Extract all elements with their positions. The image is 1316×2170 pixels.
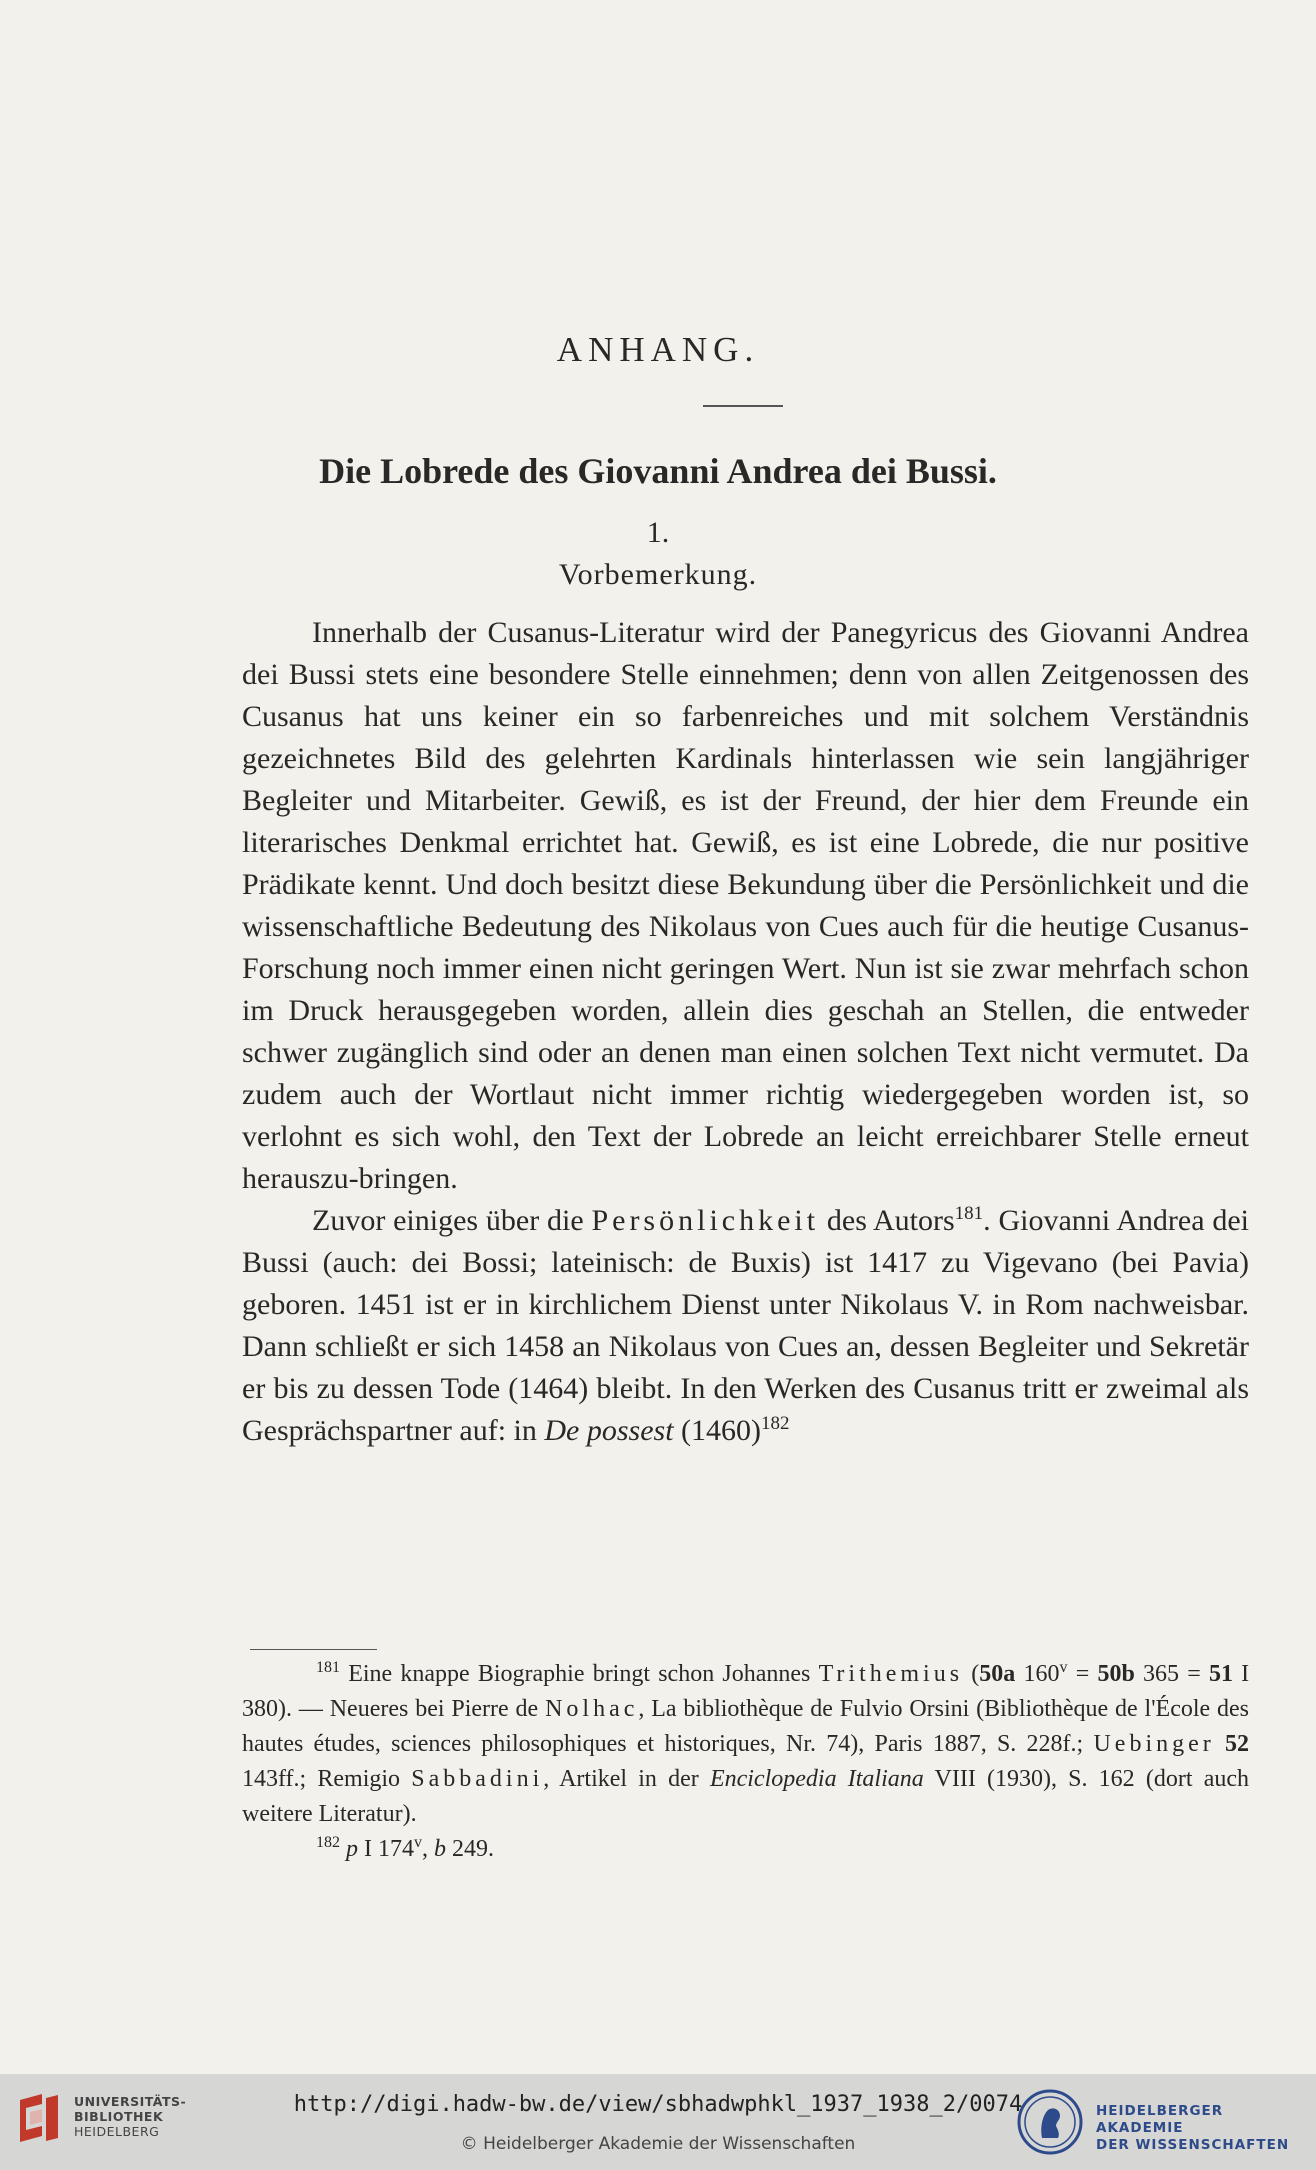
footnote-text: , — [422, 1836, 428, 1862]
footer-bar — [0, 2074, 1316, 2170]
footnote-ref-181[interactable]: 181 — [954, 1203, 984, 1224]
library-line-1: UNIVERSITÄTS- — [74, 2094, 187, 2109]
document-title: Die Lobrede des Giovanni Andrea dei Bussi. — [319, 451, 997, 491]
academy-line-2: DER WISSENSCHAFTEN — [1096, 2137, 1290, 2153]
footnote-ref-bold: 52 — [1225, 1731, 1250, 1757]
footnote-number: 182 — [316, 1834, 340, 1851]
footnote-author: Sabbadini — [411, 1766, 544, 1792]
footnote-author: Nolhac — [545, 1696, 639, 1722]
paragraph-2 — [242, 1200, 1249, 1452]
footnote-text: Eine knappe Biographie bringt schon Johannes — [348, 1661, 811, 1687]
heading-rule — [703, 405, 783, 407]
footnote-ref-182[interactable]: 182 — [761, 1413, 790, 1434]
para2-italic-title: De possest — [544, 1414, 674, 1447]
footnote-182 — [242, 1832, 1249, 1867]
footnote-text: I 174 — [364, 1836, 414, 1862]
footnotes — [242, 1657, 1249, 1867]
footnote-text: 160 — [1023, 1661, 1060, 1687]
footnote-text: I 380). — Neueres bei Pierre de — [242, 1661, 1250, 1722]
chapter-heading: ANHANG. — [556, 330, 760, 369]
footnote-sup: v — [1059, 1659, 1068, 1676]
footnote-ref-bold: 50b — [1097, 1661, 1135, 1687]
para2-mid: . Giovanni Andrea dei Bussi (auch: dei Bossi; lateinisch: de Buxis) ist 1417 zu Vigevano (bei Pavia) geboren. 1451 ist er in kirchlichem Dienst unter Nikolaus V. in Rom nachweisbar. Dann schließt er sich 1458 an Nikolaus von Cues an, dessen Begleiter und Sekretär er bis zu dessen Tode (1464) bleibt. In den Werken des Cusanus tritt er zweimal als Gesprächspartner auf: in — [242, 1204, 1249, 1447]
para2-start: Zuvor einiges über die — [312, 1204, 584, 1237]
academy-line-1: HEIDELBERGER AKADEMIE — [1096, 2103, 1224, 2136]
footnote-text: = — [1075, 1661, 1090, 1687]
footnote-siglum: p — [346, 1836, 358, 1862]
footnote-author: Uebinger — [1093, 1731, 1215, 1757]
academy-seal-icon — [1016, 2086, 1084, 2158]
academy-name — [1096, 2103, 1316, 2154]
footnote-text: ( — [971, 1661, 980, 1687]
footnote-italic-title: Enciclopedia Italiana — [709, 1766, 924, 1792]
permalink-url[interactable]: http://digi.hadw-bw.de/view/sbhadwphkl_1937_1938_2/0074 — [293, 2092, 1023, 2117]
footnote-rule — [250, 1649, 377, 1650]
footnote-author: Trithemius — [818, 1661, 964, 1687]
footnote-text: VIII (1930), S. 162 (dort auch weitere Literatur). — [242, 1766, 1249, 1827]
para2-after: des Autors — [826, 1204, 955, 1237]
footnote-ref-bold: 50a — [979, 1661, 1016, 1687]
library-line-3: HEIDELBERG — [74, 2124, 160, 2139]
body-text — [242, 612, 1249, 1452]
footnote-text: , La bibliothèque de Fulvio Orsini (Bibliothèque de l'École des hautes études, sciences philosophiques et historiques, Nr. 74), Paris 1887, S. 228f.; — [242, 1696, 1250, 1757]
footnote-number: 181 — [316, 1659, 340, 1676]
para2-spaced-word: Persönlichkeit — [591, 1204, 820, 1237]
library-line-2: BIBLIOTHEK — [74, 2109, 164, 2124]
paragraph-1: Innerhalb der Cusanus-Literatur wird der Panegyricus des Giovanni Andrea dei Bussi stets eine besondere Stelle einnehmen; denn von allen Zeitgenossen des Cusanus hat uns keiner ein so farbenreiches und mit solchem Verständnis gezeichnetes Bild des gelehrten Kardinals hinterlassen wie sein langjähriger Begleiter und Mitarbeiter. Gewiß, es ist der Freund, der hier dem Freunde ein literarisches Denkmal errichtet hat. Gewiß, es ist eine Lobrede, die nur positive Prädikate kennt. Und doch besitzt diese Bekundung über die Persönlichkeit und die wissenschaftliche Bedeutung des Nikolaus von Cues auch für die heutige Cusanus-Forschung noch immer einen nicht geringen Wert. Nun ist sie zwar mehrfach schon im Druck herausgegeben worden, allein dies geschah an Stellen, die entweder schwer zugänglich sind oder an denen man einen solchen Text nicht vermutet. Da zudem auch der Wortlaut nicht immer richtig wiedergegeben worden ist, so verlohnt es sich wohl, den Text der Lobrede an leicht erreichbarer Stelle erneut herauszu-bringen. — [242, 616, 1249, 1195]
footnote-siglum: b — [434, 1836, 446, 1862]
footnote-text: 365 = — [1143, 1661, 1201, 1687]
section-number: 1. — [646, 516, 670, 549]
footnote-text: , Artikel in der — [543, 1766, 699, 1792]
footnote-text: 249. — [452, 1836, 494, 1862]
para2-end: (1460) — [681, 1414, 762, 1447]
section-title: Vorbemerkung. — [558, 558, 758, 591]
copyright-notice: © Heidelberger Akademie der Wissenschaften — [460, 2134, 856, 2154]
footnote-text: 143ff.; Remigio — [242, 1766, 401, 1792]
footnote-sup: v — [414, 1834, 422, 1851]
footnote-181 — [242, 1657, 1249, 1832]
footnote-ref-bold: 51 — [1208, 1661, 1233, 1687]
